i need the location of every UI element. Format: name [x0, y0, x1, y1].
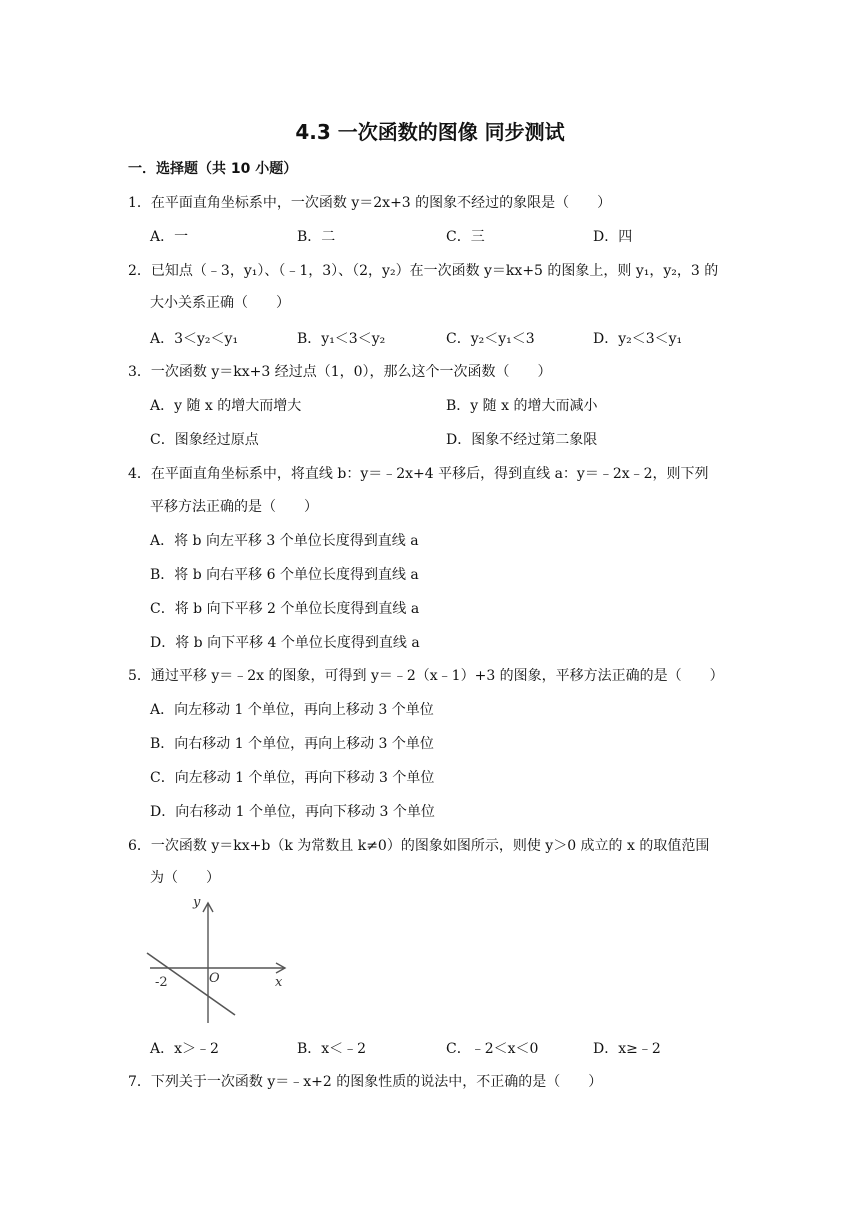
- question-6-stem-line-2: 为（ ）: [150, 870, 220, 886]
- question-7-stem: 7．下列关于一次函数 y＝﹣x+2 的图象性质的说法中，不正确的是（ ）: [128, 1074, 603, 1090]
- question-3-option-b: B．y 随 x 的增大而减小: [446, 398, 598, 414]
- question-2-option-b: B．y₁＜3＜y₂: [297, 331, 386, 347]
- question-6-stem-line-1: 6．一次函数 y＝kx+b（k 为常数且 k≠0）的图象如图所示，则使 y＞0 成立的 x 的取值范围: [128, 838, 710, 854]
- question-3-option-c: C．图象经过原点: [150, 432, 259, 448]
- section-heading: 一．选择题（共 10 小题）: [128, 161, 298, 177]
- question-4-option-a: A．将 b 向左平移 3 个单位长度得到直线 a: [150, 533, 419, 549]
- question-1-stem: 1．在平面直角坐标系中，一次函数 y＝2x+3 的图象不经过的象限是（ ）: [128, 195, 612, 211]
- question-5-option-a: A．向左移动 1 个单位，再向上移动 3 个单位: [150, 702, 434, 718]
- x-intercept-label: -2: [155, 975, 168, 990]
- question-2-option-d: D．y₂＜3＜y₁: [593, 331, 683, 347]
- y-axis-label: y: [193, 895, 201, 910]
- question-4-option-c: C．将 b 向下平移 2 个单位长度得到直线 a: [150, 601, 420, 617]
- question-5-option-c: C．向左移动 1 个单位，再向下移动 3 个单位: [150, 770, 435, 786]
- question-2-option-c: C．y₂＜y₁＜3: [446, 331, 535, 347]
- question-6-option-a: A．x＞﹣2: [150, 1041, 219, 1057]
- origin-label: O: [209, 971, 220, 986]
- question-2-stem-line-1: 2．已知点（﹣3，y₁）、（﹣1，3）、（2，y₂）在一次函数 y＝kx+5 的图象上，则 y₁，y₂，3 的: [128, 263, 719, 279]
- question-2-stem-line-2: 大小关系正确（ ）: [150, 295, 290, 311]
- question-3-option-d: D．图象不经过第二象限: [446, 432, 598, 448]
- question-1-option-a: A．一: [150, 229, 189, 245]
- question-3-stem: 3．一次函数 y＝kx+3 经过点（1，0），那么这个一次函数（ ）: [128, 364, 552, 380]
- x-axis-label: x: [275, 975, 283, 990]
- question-4-option-d: D．将 b 向下平移 4 个单位长度得到直线 a: [150, 635, 420, 651]
- question-3-option-a: A．y 随 x 的增大而增大: [150, 398, 302, 414]
- linear-function-graph: [145, 893, 295, 1028]
- question-4-stem-line-2: 平移方法正确的是（ ）: [150, 499, 318, 515]
- question-6-option-d: D．x≥﹣2: [593, 1041, 661, 1057]
- question-6-option-c: C．﹣2＜x＜0: [446, 1041, 539, 1057]
- question-5-stem: 5．通过平移 y＝﹣2x 的图象，可得到 y＝﹣2（x﹣1）+3 的图象，平移方法正确的是（ ）: [128, 668, 724, 684]
- question-5-option-b: B．向右移动 1 个单位，再向上移动 3 个单位: [150, 736, 434, 752]
- question-6-option-b: B．x＜﹣2: [297, 1041, 367, 1057]
- question-5-option-d: D．向右移动 1 个单位，再向下移动 3 个单位: [150, 804, 435, 820]
- question-1-option-c: C．三: [446, 229, 485, 245]
- page-title: 4.3 一次函数的图像 同步测试: [295, 120, 565, 144]
- question-4-stem-line-1: 4．在平面直角坐标系中，将直线 b：y＝﹣2x+4 平移后，得到直线 a：y＝﹣2x﹣2，则下列: [128, 466, 709, 482]
- question-1-option-d: D．四: [593, 229, 633, 245]
- question-2-option-a: A．3＜y₂＜y₁: [150, 331, 239, 347]
- question-4-option-b: B．将 b 向右平移 6 个单位长度得到直线 a: [150, 567, 419, 583]
- question-1-option-b: B．二: [297, 229, 336, 245]
